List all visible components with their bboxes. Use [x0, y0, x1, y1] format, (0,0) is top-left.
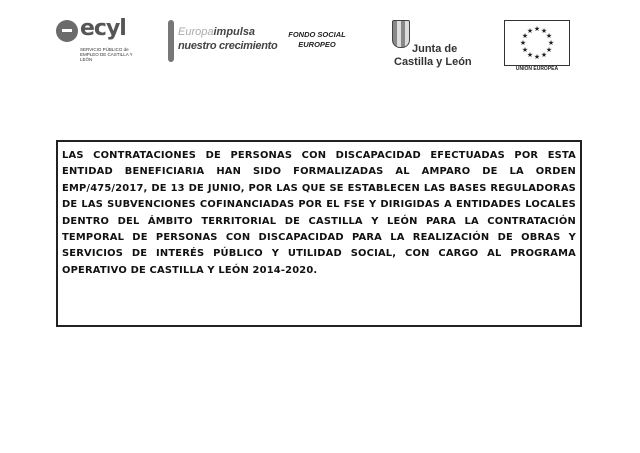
ecyl-mark-icon [56, 20, 78, 42]
impulsa-line2: nuestro crecimiento [178, 40, 278, 52]
junta-castilla-leon-logo [392, 20, 472, 68]
ecyl-name: ecyl [80, 16, 126, 41]
funding-notice [56, 140, 582, 327]
ecyl-logo [56, 16, 136, 64]
eu-stars-icon [511, 23, 563, 63]
impulsa-mark-icon [168, 20, 174, 62]
svg-text:★: ★ [521, 46, 529, 54]
svg-text:★: ★ [540, 27, 548, 35]
impulsa-line1 [178, 26, 255, 38]
svg-text:★: ★ [519, 39, 527, 47]
coat-of-arms-icon [392, 20, 410, 48]
eu-label: UNIÓN EUROPEA [515, 66, 559, 72]
ecyl-subtitle: SERVICIO PÚBLICO de EMPLEO DE CASTILLA Y LEÓN [80, 47, 133, 62]
svg-text:★: ★ [547, 39, 555, 47]
fse-line1: FONDO SOCIAL [288, 30, 346, 39]
svg-text:★: ★ [545, 46, 553, 54]
junta-line1: Junta de [412, 43, 458, 55]
svg-text:★: ★ [526, 27, 534, 35]
logo-header [0, 0, 640, 80]
notice-text: LAS CONTRATACIONES DE PERSONAS CON DISCAPACIDAD EFECTUADAS POR ESTA ENTIDAD BENEFICIARIA HAN SIDO FORMALIZADAS AL AMPARO DE LA ORDEN EMP/475/2017, DE 13 DE JUNIO, POR LAS QUE SE ESTABLECEN LAS BASES REGULADORAS DE LAS SUBVENCIONES COFINANCIADAS POR EL FSE Y DIRIGIDAS A ENTIDADES LOCALES DENTRO DEL ÁMBITO TERRITORIAL DE CASTILLA Y LEÓN PARA LA CONTRATACIÓN TEMPORAL DE PERSONAS CON DISCAPACIDAD PARA LA REALIZACIÓN DE OBRAS Y SERVICIOS DE INTERÉS PÚBLICO Y UTILIDAD SOCIAL, CON CARGO AL PROGRAMA OPERATIVO DE CASTILLA Y LEÓN 2014-2020. [62, 150, 576, 276]
fondo-social-europeo-logo [282, 30, 352, 50]
svg-text:★: ★ [540, 51, 548, 59]
svg-text:★: ★ [526, 51, 534, 59]
impulsa-prefix: Europa [178, 26, 214, 38]
svg-text:★: ★ [533, 53, 541, 61]
eu-flag [504, 20, 570, 66]
junta-line2: Castilla y León [394, 56, 472, 68]
europa-impulsa-logo [168, 18, 278, 66]
svg-text:★: ★ [533, 25, 541, 33]
fse-line2: EUROPEO [298, 40, 336, 49]
impulsa-word: impulsa [213, 26, 256, 38]
svg-text:★: ★ [545, 32, 553, 40]
svg-text:★: ★ [521, 32, 529, 40]
